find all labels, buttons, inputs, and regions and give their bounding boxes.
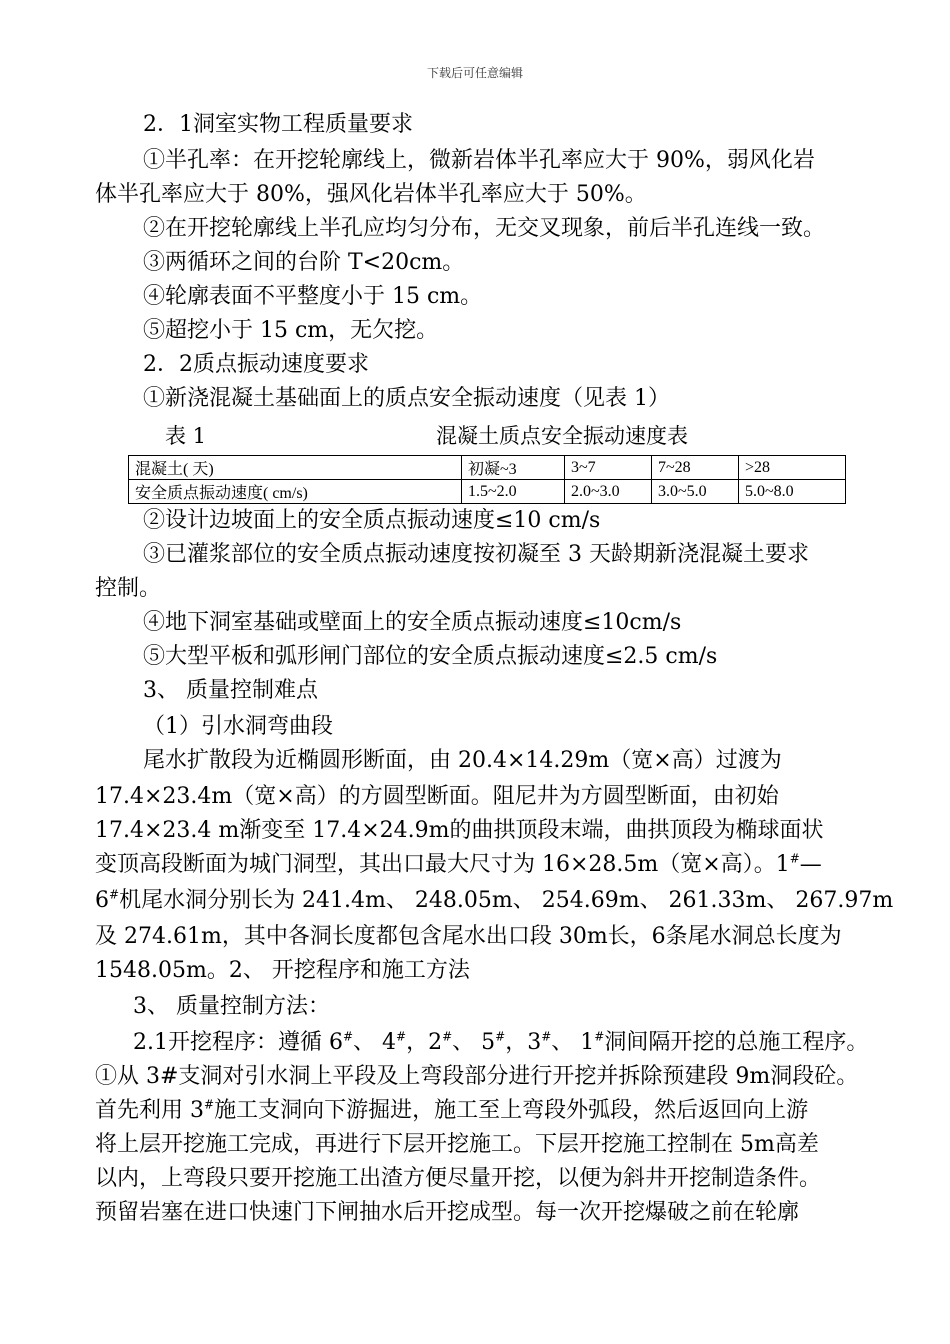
paragraph-line: ①新浇混凝土基础面上的质点安全振动速度（见表 1） — [143, 386, 670, 411]
paragraph-line — [95, 850, 822, 880]
superscript: # — [495, 1029, 506, 1044]
paragraph-line: ②设计边坡面上的安全质点振动速度≤10 cm/s — [143, 508, 601, 533]
page-header: 下载后可任意编辑 — [426, 66, 523, 80]
paragraph-line: 17.4×23.4 m渐变至 17.4×24.9m的曲拱顶段末端，曲拱顶段为椭球面状 — [95, 818, 824, 843]
text-run: 首先利用 3 — [95, 1098, 204, 1123]
paragraph-line: 体半孔率应大于 80%，强风化岩体半孔率应大于 50%。 — [95, 182, 647, 207]
text-run: 变顶高段断面为城门洞型，其出口最大尺寸为 16×28.5m（宽×高）。1 — [95, 852, 790, 877]
paragraph-line: ①从 3#支洞对引水洞上平段及上弯段部分进行开挖并拆除预建段 9m洞段砼。 — [95, 1064, 859, 1089]
superscript: # — [204, 1097, 215, 1112]
paragraph-line: 尾水扩散段为近椭圆形断面，由 20.4×14.29m（宽×高）过渡为 — [143, 748, 782, 773]
superscript: # — [396, 1029, 407, 1044]
table-cell: 5.0~8.0 — [739, 480, 846, 504]
paragraph-line: ④地下洞室基础或壁面上的安全质点振动速度≤10cm/s — [143, 610, 682, 635]
text-run: ，3 — [505, 1030, 542, 1055]
paragraph-line: 1548.05m。2、 开挖程序和施工方法 — [95, 958, 470, 983]
table-header-row — [129, 456, 846, 480]
table-cell: 1.5~2.0 — [462, 480, 565, 504]
text-run: 6 — [95, 888, 109, 913]
paragraph-line: 将上层开挖施工完成，再进行下层开挖施工。下层开挖施工控制在 5m高差 — [95, 1132, 819, 1157]
paragraph-line — [95, 1096, 808, 1126]
paragraph-line: 控制。 — [95, 576, 162, 601]
text-run: 、 4 — [353, 1030, 397, 1055]
text-run: ，2 — [406, 1030, 443, 1055]
text-run: 2.1开挖程序：遵循 6 — [133, 1030, 343, 1055]
paragraph-line: ⑤大型平板和弧形闸门部位的安全质点振动速度≤2.5 cm/s — [143, 644, 718, 669]
paragraph-line: ②在开挖轮廓线上半孔应均匀分布，无交叉现象，前后半孔连线一致。 — [143, 216, 826, 241]
superscript: # — [442, 1029, 453, 1044]
table-cell: 3~7 — [565, 456, 652, 480]
superscript: # — [594, 1029, 605, 1044]
superscript: # — [789, 851, 800, 866]
table-cell: 初凝~3 — [462, 456, 565, 480]
paragraph-line: 17.4×23.4m（宽×高）的方圆型断面。阻尼井为方圆型断面，由初始 — [95, 784, 779, 809]
table-cell: 3.0~5.0 — [652, 480, 739, 504]
text-run: 、 5 — [452, 1030, 496, 1055]
paragraph-line: 预留岩塞在进口快速门下闸抽水后开挖成型。每一次开挖爆破之前在轮廓 — [95, 1200, 800, 1225]
table-cell: 安全质点振动速度( cm/s) — [129, 480, 462, 504]
heading-3: 3、 质量控制难点 — [143, 678, 318, 703]
paragraph-line: ⑤超挖小于 15 cm，无欠挖。 — [143, 318, 439, 343]
table-cell: >28 — [739, 456, 846, 480]
text-run: 施工支洞向下游掘进，施工至上弯段外弧段，然后返回向上游 — [214, 1098, 809, 1123]
superscript: # — [342, 1029, 354, 1044]
heading-2-1: 2．1洞室实物工程质量要求 — [143, 112, 413, 137]
heading-2-2: 2．2质点振动速度要求 — [143, 352, 369, 377]
superscript: # — [109, 887, 120, 902]
heading-3: 3、 质量控制方法： — [133, 994, 330, 1019]
heading-sub: （1）引水洞弯曲段 — [143, 714, 333, 739]
text-run: 、 1 — [551, 1030, 595, 1055]
paragraph-line: ④轮廓表面不平整度小于 15 cm。 — [143, 284, 483, 309]
table-data-row — [129, 480, 846, 504]
table-cell: 7~28 — [652, 456, 739, 480]
table-title: 混凝土质点安全振动速度表 — [436, 424, 688, 448]
paragraph-line: ③两循环之间的台阶 T<20cm。 — [143, 250, 465, 275]
paragraph-line: ①半孔率：在开挖轮廓线上，微新岩体半孔率应大于 90%，弱风化岩 — [143, 148, 815, 173]
paragraph-line: ③已灌浆部位的安全质点振动速度按初凝至 3 天龄期新浇混凝土要求 — [143, 542, 809, 567]
table-cell: 2.0~3.0 — [565, 480, 652, 504]
text-run: — — [799, 852, 822, 877]
vibration-table — [128, 455, 846, 504]
superscript: # — [541, 1029, 552, 1044]
paragraph-line — [95, 886, 893, 916]
paragraph-line: 以内，上弯段只要开挖施工出渣方便尽量开挖，以便为斜井开挖制造条件。 — [95, 1166, 822, 1191]
text-run: 洞间隔开挖的总施工程序。 — [604, 1030, 869, 1055]
table-cell: 混凝土( 天) — [129, 456, 462, 480]
table-label: 表 1 — [165, 424, 207, 448]
text-run: 机尾水洞分别长为 241.4m、 248.05m、 254.69m、 261.33m、 267.97m — [119, 888, 894, 913]
paragraph-line: 及 274.61m，其中各洞长度都包含尾水出口段 30m长，6条尾水洞总长度为 — [95, 924, 842, 949]
paragraph-line — [133, 1028, 868, 1058]
